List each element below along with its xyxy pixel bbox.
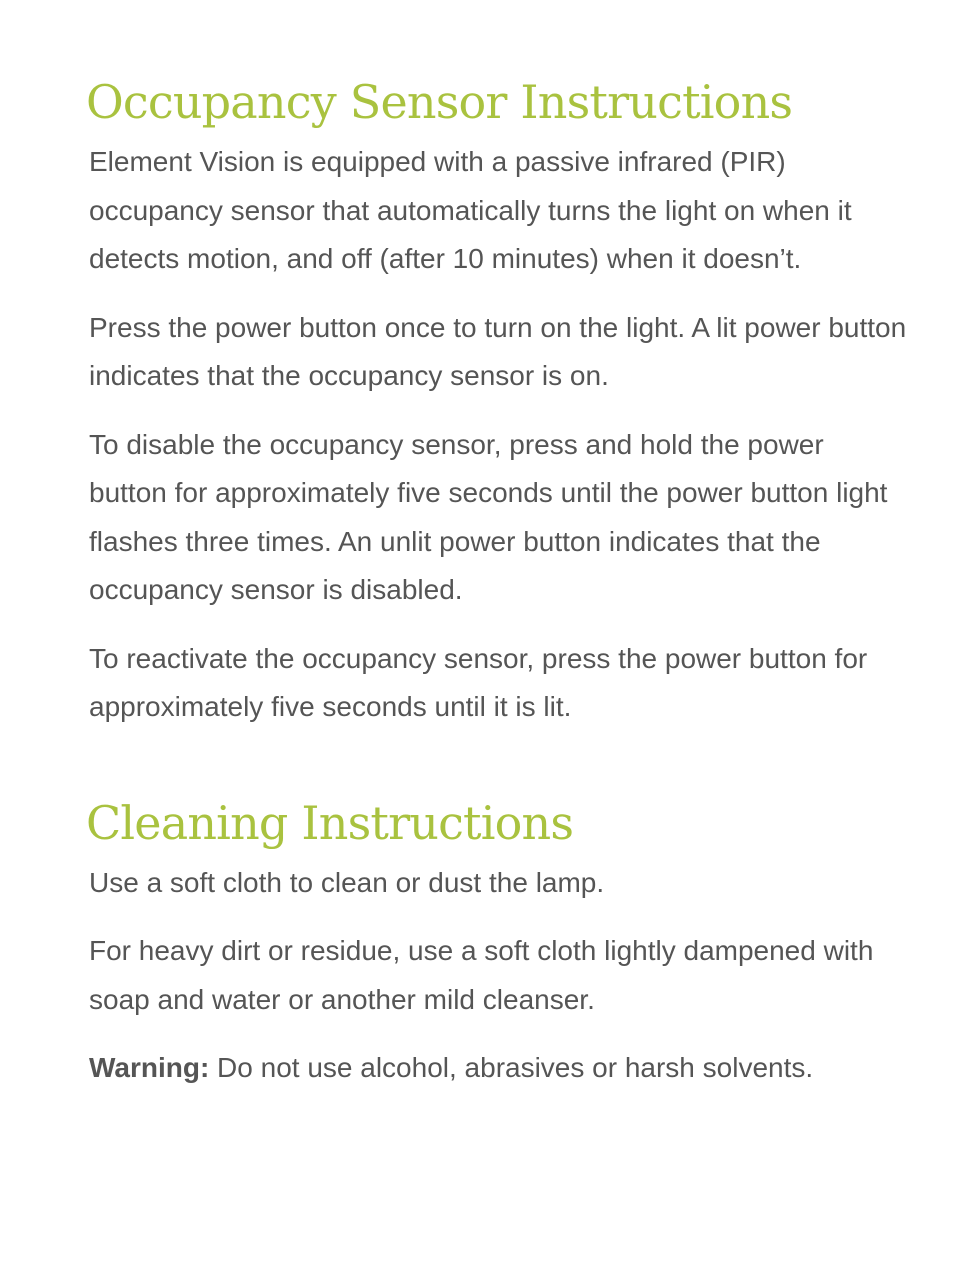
warning-text: Do not use alcohol, abrasives or harsh solvents. — [209, 1052, 814, 1083]
cleaning-paragraph-2: For heavy dirt or residue, use a soft cloth lightly dampened with soap and water or another mild cleanser. — [89, 935, 874, 1015]
occupancy-heading: Occupancy Sensor Instructions — [86, 75, 793, 129]
occupancy-paragraph-4: To reactivate the occupancy sensor, press the power button for approximately five seconds until it is lit. — [89, 642, 868, 722]
cleaning-warning — [89, 1044, 908, 1093]
occupancy-paragraph-1: Element Vision is equipped with a passive infrared (PIR) occupancy sensor that automatically turns the light on when it detects motion, and off (after 10 minutes) when it doesn’t. — [89, 146, 852, 274]
instructions-page — [88, 72, 908, 1113]
occupancy-paragraph-3: To disable the occupancy sensor, press and hold the power button for approximately five seconds until the power button light flashes three times. An unlit power button indicates that the occupancy sensor is disabled. — [89, 428, 888, 605]
occupancy-paragraph-2: Press the power button once to turn on the light. A lit power button indicates that the occupancy sensor is on. — [89, 311, 907, 391]
cleaning-paragraph-1: Use a soft cloth to clean or dust the lamp. — [89, 866, 605, 898]
warning-label: Warning: — [89, 1052, 210, 1083]
cleaning-heading: Cleaning Instructions — [86, 795, 574, 850]
